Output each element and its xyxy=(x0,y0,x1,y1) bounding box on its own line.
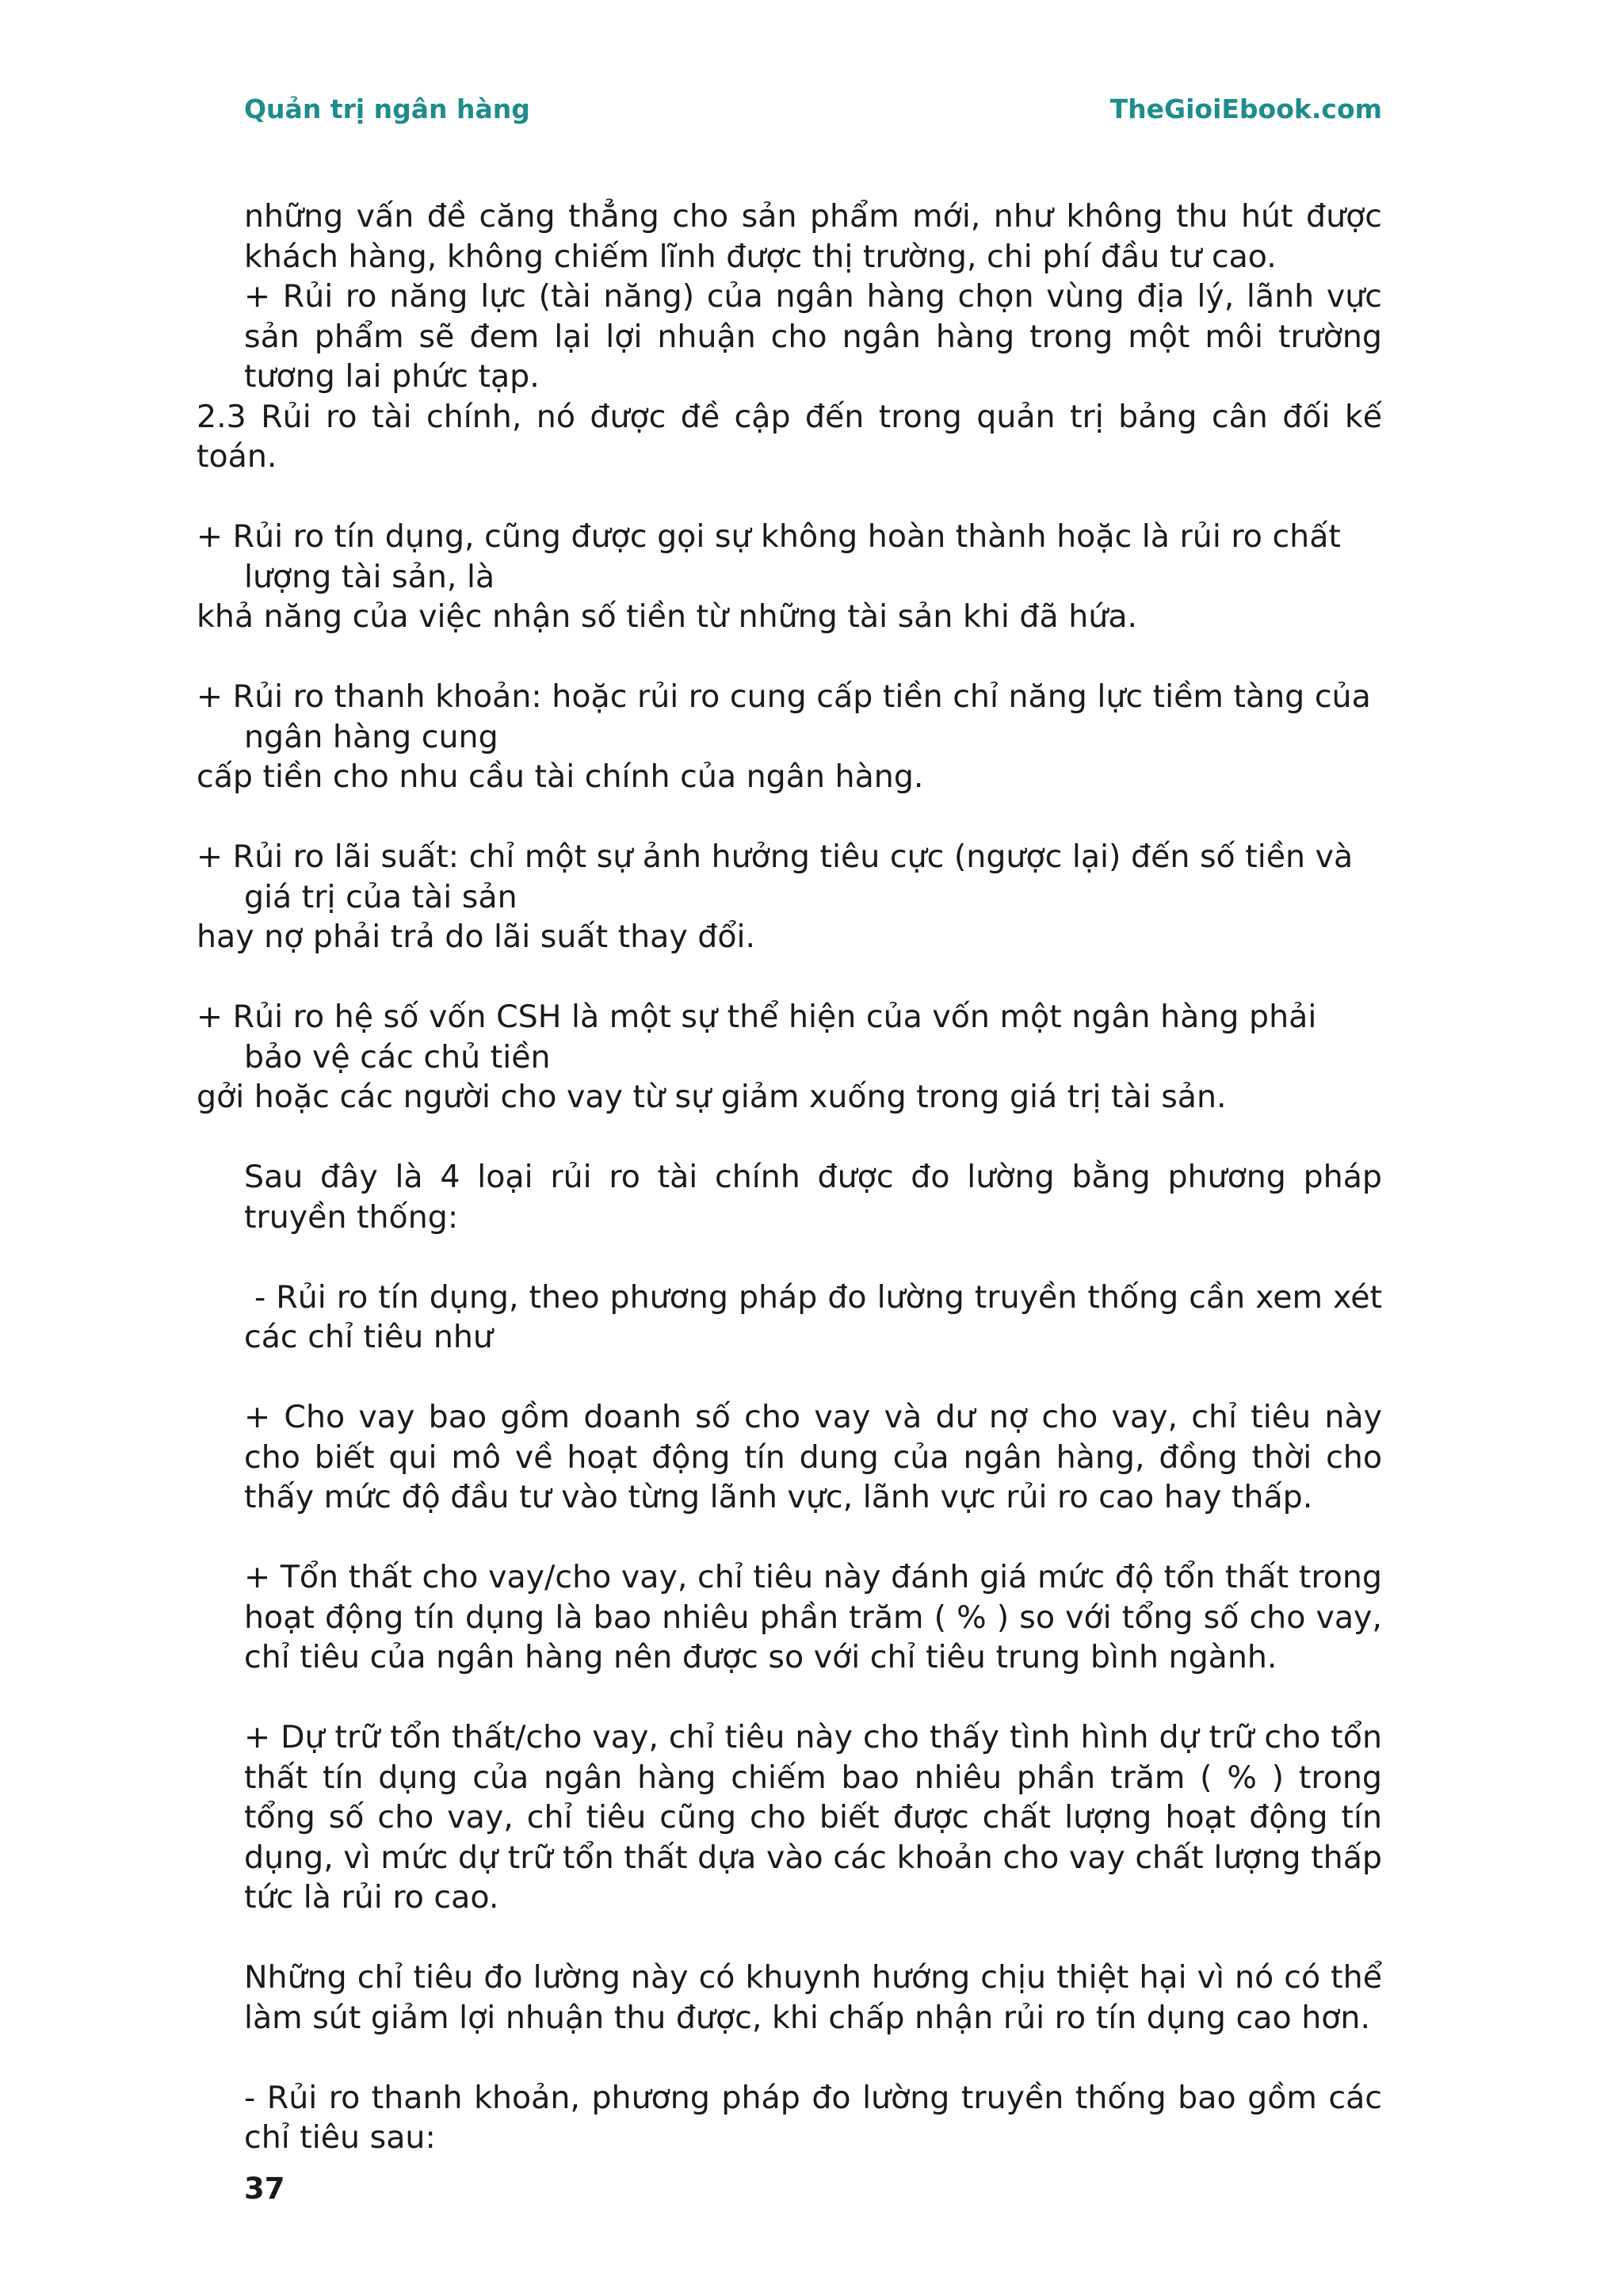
capital-risk-line-1: + Rủi ro hệ số vốn CSH là một sự thể hiện của vốn một ngân hàng phải bảo vệ các chủ tiền xyxy=(197,999,1317,1075)
liquidity-risk-line-1: + Rủi ro thanh khoản: hoặc rủi ro cung cấp tiền chỉ năng lực tiềm tàng của ngân hàng cung xyxy=(197,678,1371,755)
site-name: TheGioiEbook.com xyxy=(1109,94,1382,124)
interest-rate-risk-line-1: + Rủi ro lãi suất: chỉ một sự ảnh hưởng tiêu cực (ngược lại) đến số tiền và giá trị của tài sản xyxy=(197,839,1354,915)
paragraph-loans: + Cho vay bao gồm doanh số cho vay và dư nợ cho vay, chỉ tiêu này cho biết qui mô về hoạt động tín dung của ngân hàng, đồng thời cho thấy mức độ đầu tư vào từng lãnh vực, lãnh vực rủi ro cao hay thấp. xyxy=(244,1399,1382,1515)
paragraph-product-tension: những vấn đề căng thẳng cho sản phẩm mới, như không thu hút được khách hàng, không chiếm lĩnh được thị trường, chi phí đầu tư cao. xyxy=(244,198,1382,275)
spacer xyxy=(197,957,1382,998)
spacer xyxy=(197,2038,1382,2078)
spacer xyxy=(197,637,1382,678)
paragraph-credit-risk-measures: - Rủi ro tín dụng, theo phương pháp đo lường truyền thống cần xem xét các chỉ tiêu như xyxy=(244,1278,1392,1355)
liquidity-risk-line-2: cấp tiền cho nhu cầu tài chính của ngân hàng. xyxy=(197,758,924,795)
book-title: Quản trị ngân hàng xyxy=(244,94,530,124)
paragraph-loan-losses: + Tổn thất cho vay/cho vay, chỉ tiêu này đánh giá mức độ tổn thất trong hoạt động tín dụng là bao nhiêu phần trăm ( % ) so với tổng số cho vay, chỉ tiêu của ngân hàng nên được so với chỉ tiêu trung bình ngành. xyxy=(244,1559,1382,1675)
spacer xyxy=(197,1518,1382,1558)
spacer xyxy=(197,1918,1382,1958)
credit-risk-line-2: khả năng của việc nhận số tiền từ những tài sản khi đã hứa. xyxy=(197,598,1138,635)
spacer xyxy=(197,1237,1382,1278)
section-heading-financial-risk: 2.3 Rủi ro tài chính, nó được đề cập đến trong quản trị bảng cân đối kế toán. xyxy=(197,398,1382,475)
spacer xyxy=(197,1358,1382,1398)
paragraph-capability-risk: + Rủi ro năng lực (tài năng) của ngân hàng chọn vùng địa lý, lãnh vực sản phẩm sẽ đem lại lợi nhuận cho ngân hàng trong một môi trường tương lai phức tạp. xyxy=(244,278,1382,395)
interest-rate-risk-line-2: hay nợ phải trả do lãi suất thay đổi. xyxy=(197,919,756,955)
spacer xyxy=(197,477,1382,518)
spacer xyxy=(197,1117,1382,1158)
paragraph-four-risks: Sau đây là 4 loại rủi ro tài chính được đo lường bằng phương pháp truyền thống: xyxy=(244,1159,1382,1236)
capital-risk-line-2: gởi hoặc các người cho vay từ sự giảm xuống trong giá trị tài sản. xyxy=(197,1079,1227,1115)
spacer xyxy=(197,797,1382,838)
credit-risk-line-1: + Rủi ro tín dụng, cũng được gọi sự không hoàn thành hoặc là rủi ro chất lượng tài sản, là xyxy=(197,518,1341,595)
page-body xyxy=(197,197,1392,2158)
paragraph-loss-reserves: + Dự trữ tổn thất/cho vay, chỉ tiêu này cho thấy tình hình dự trữ cho tổn thất tín dụng của ngân hàng chiếm bao nhiêu phần trăm ( % ) trong tổng số cho vay, chỉ tiêu cũng cho biết được chất lượng hoạt động tín dụng, vì mức dự trữ tổn thất dựa vào các khoản cho vay chất lượng thấp tức là rủi ro cao. xyxy=(244,1719,1382,1916)
page-header xyxy=(244,94,1382,133)
paragraph-liquidity-measures: - Rủi ro thanh khoản, phương pháp đo lường truyền thống bao gồm các chỉ tiêu sau: xyxy=(244,2079,1382,2156)
paragraph-measures-tendency: Những chỉ tiêu đo lường này có khuynh hướng chịu thiệt hại vì nó có thể làm sút giảm lợi nhuận thu được, khi chấp nhận rủi ro tín dụng cao hơn. xyxy=(244,1959,1382,2036)
page-number: 37 xyxy=(244,2172,285,2206)
spacer xyxy=(197,1678,1382,1718)
